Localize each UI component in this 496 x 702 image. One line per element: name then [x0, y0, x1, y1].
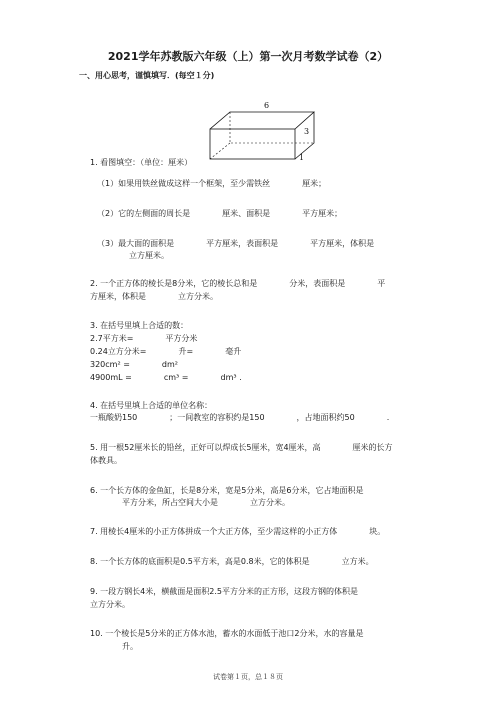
q9-line2: 立方分米。 — [90, 600, 130, 609]
cuboid-hidden-edge — [210, 143, 230, 159]
q1-part1: （1）如果用铁丝做成这样一个框架，至少需铁丝 厘米； — [97, 179, 327, 188]
q1-stem: 1. 看图填空：（单位：厘米） — [90, 158, 193, 167]
label-width: 1 — [299, 153, 305, 162]
page-title: 2021学年苏教版六年级（上）第一次月考数学试卷（2） — [107, 50, 389, 63]
cuboid-figure — [200, 98, 320, 168]
q1-part3-line1: （3）最大面的面积是 平方厘米，表面积是 平方厘米，体积是 — [97, 239, 375, 248]
cuboid-top-edges — [210, 112, 314, 129]
q4-line1: 一瓶酸奶150 ；一间教室的容积约是150 ，占地面积约50 . — [90, 413, 390, 422]
q10-line1: 10. 一个棱长是5分米的正方体水池，蓄水的水面低于池口2分米，水的容量是 — [90, 629, 364, 638]
q5-line2: 体教具。 — [90, 456, 122, 465]
q8-line: 8. 一个长方体的底面积是0.5平方米，高是0.8米，它的体积是 立方米。 — [90, 557, 374, 566]
q3-stem: 3. 在括号里填上合适的数： — [90, 321, 189, 330]
q6-line2: 平方分米，所占空间大小是 立方分米。 — [90, 498, 290, 507]
q4-stem: 4. 在括号里填上合适的单位名称： — [90, 401, 213, 410]
label-length: 6 — [264, 101, 270, 110]
q3-line1: 2.7平方米= 平方分米 — [90, 334, 198, 343]
q10-line2: 升。 — [90, 642, 138, 651]
q6-line1: 6. 一个长方体的金鱼缸，长是8分米，宽是5分米，高是6分米，它占地面积是 — [90, 486, 364, 495]
q9-line1: 9. 一段方钢长4米，横截面是面积2.5平方分米的正方形，这段方钢的体积是 — [90, 587, 358, 596]
q2-line2: 方厘米，体积是 立方分米。 — [90, 292, 218, 301]
section-heading: 一、用心思考，谨慎填写．(每空１分) — [79, 71, 215, 80]
q3-line3: 320cm² = dm² — [90, 360, 178, 369]
q3-line2: 0.24立方分米= 升= 毫升 — [90, 347, 242, 356]
q5-line1: 5. 用一根52厘米长的铅丝，正好可以焊成长5厘米，宽4厘米，高 厘米的长方 — [90, 443, 393, 452]
label-height: 3 — [304, 127, 310, 136]
page-footer: 试卷第１页，总１８页 — [213, 673, 283, 681]
cuboid-front-face — [210, 129, 295, 159]
q1-part2: （2）它的左侧面的周长是 厘米、面积是 平方厘米； — [97, 209, 343, 218]
cuboid-hidden-edges — [230, 112, 314, 143]
q7-line: 7. 用棱长4厘米的小正方体拼成一个大正方体，至少需这样的小正方体 块。 — [90, 527, 386, 536]
q1-part3-line2: 立方厘米。 — [97, 251, 169, 260]
q2-line1: 2. 一个正方体的棱长是8分米，它的棱长总和是 分米，表面积是 平 — [90, 279, 386, 288]
q3-line4: 4900mL = cm³ = dm³ . — [90, 373, 242, 382]
